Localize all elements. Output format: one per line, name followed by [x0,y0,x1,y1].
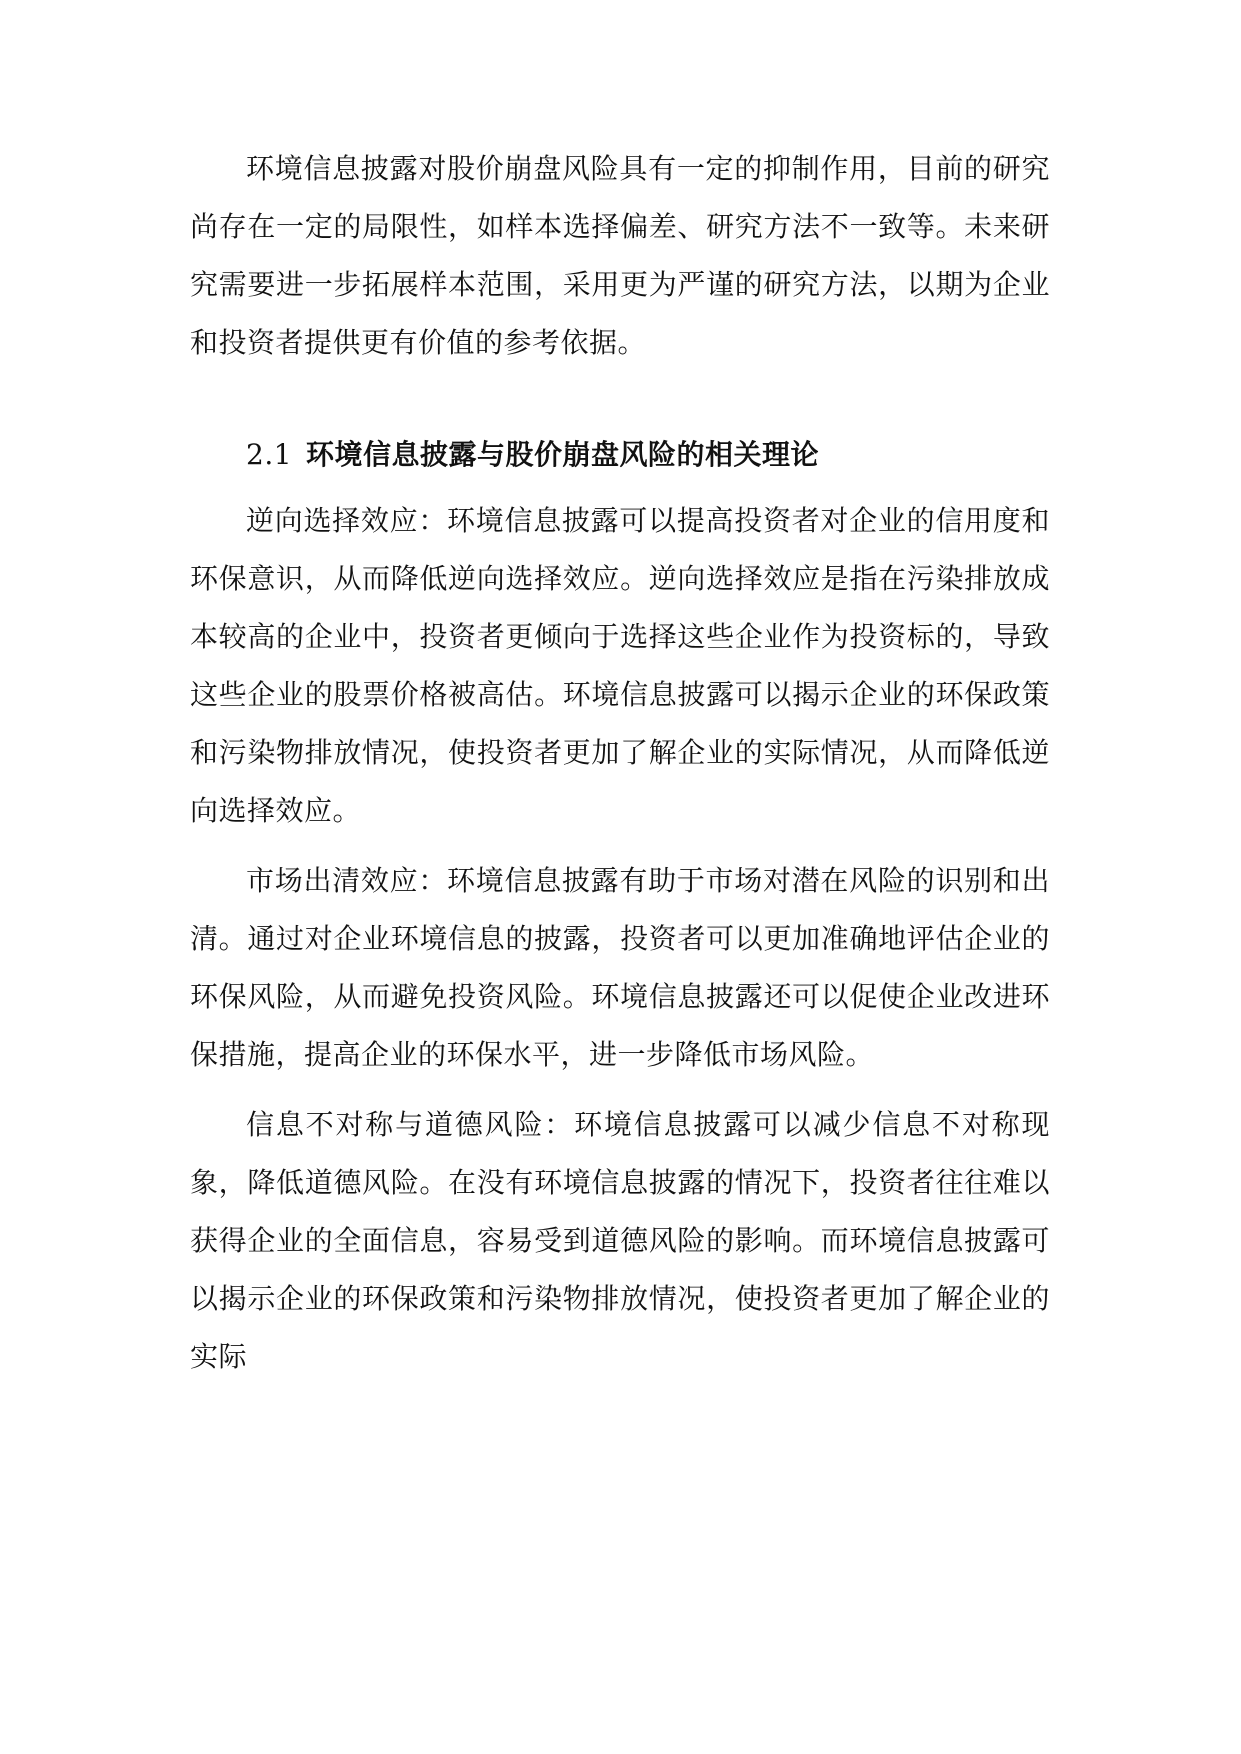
paragraph-information-asymmetry: 信息不对称与道德风险：环境信息披露可以减少信息不对称现象，降低道德风险。在没有环境信息披露的情况下，投资者往往难以获得企业的全面信息，容易受到道德风险的影响。而环境信息披露可以揭示企业的环保政策和污染物排放情况，使投资者更加了解企业的实际 [190,1108,1050,1373]
section-title: 环境信息披露与股价崩盘风险的相关理论 [306,438,820,471]
paragraph-adverse-selection: 逆向选择效应：环境信息披露可以提高投资者对企业的信用度和环保意识，从而降低逆向选择效应。逆向选择效应是指在污染排放成本较高的企业中，投资者更倾向于选择这些企业作为投资标的，导致这些企业的股票价格被高估。环境信息披露可以揭示企业的环保政策和污染物排放情况，使投资者更加了解企业的实际情况，从而降低逆向选择效应。 [190,504,1050,827]
document-body [190,140,1050,1386]
section-number: 2.1 [246,438,293,471]
section-heading [190,426,1050,484]
intro-paragraph: 环境信息披露对股价崩盘风险具有一定的抑制作用，目前的研究尚存在一定的局限性，如样本选择偏差、研究方法不一致等。未来研究需要进一步拓展样本范围，采用更为严谨的研究方法，以期为企业和投资者提供更有价值的参考依据。 [190,152,1050,359]
paragraph-market-clearing: 市场出清效应：环境信息披露有助于市场对潜在风险的识别和出清。通过对企业环境信息的披露，投资者可以更加准确地评估企业的环保风险，从而避免投资风险。环境信息披露还可以促使企业改进环保措施，提高企业的环保水平，进一步降低市场风险。 [190,864,1050,1071]
